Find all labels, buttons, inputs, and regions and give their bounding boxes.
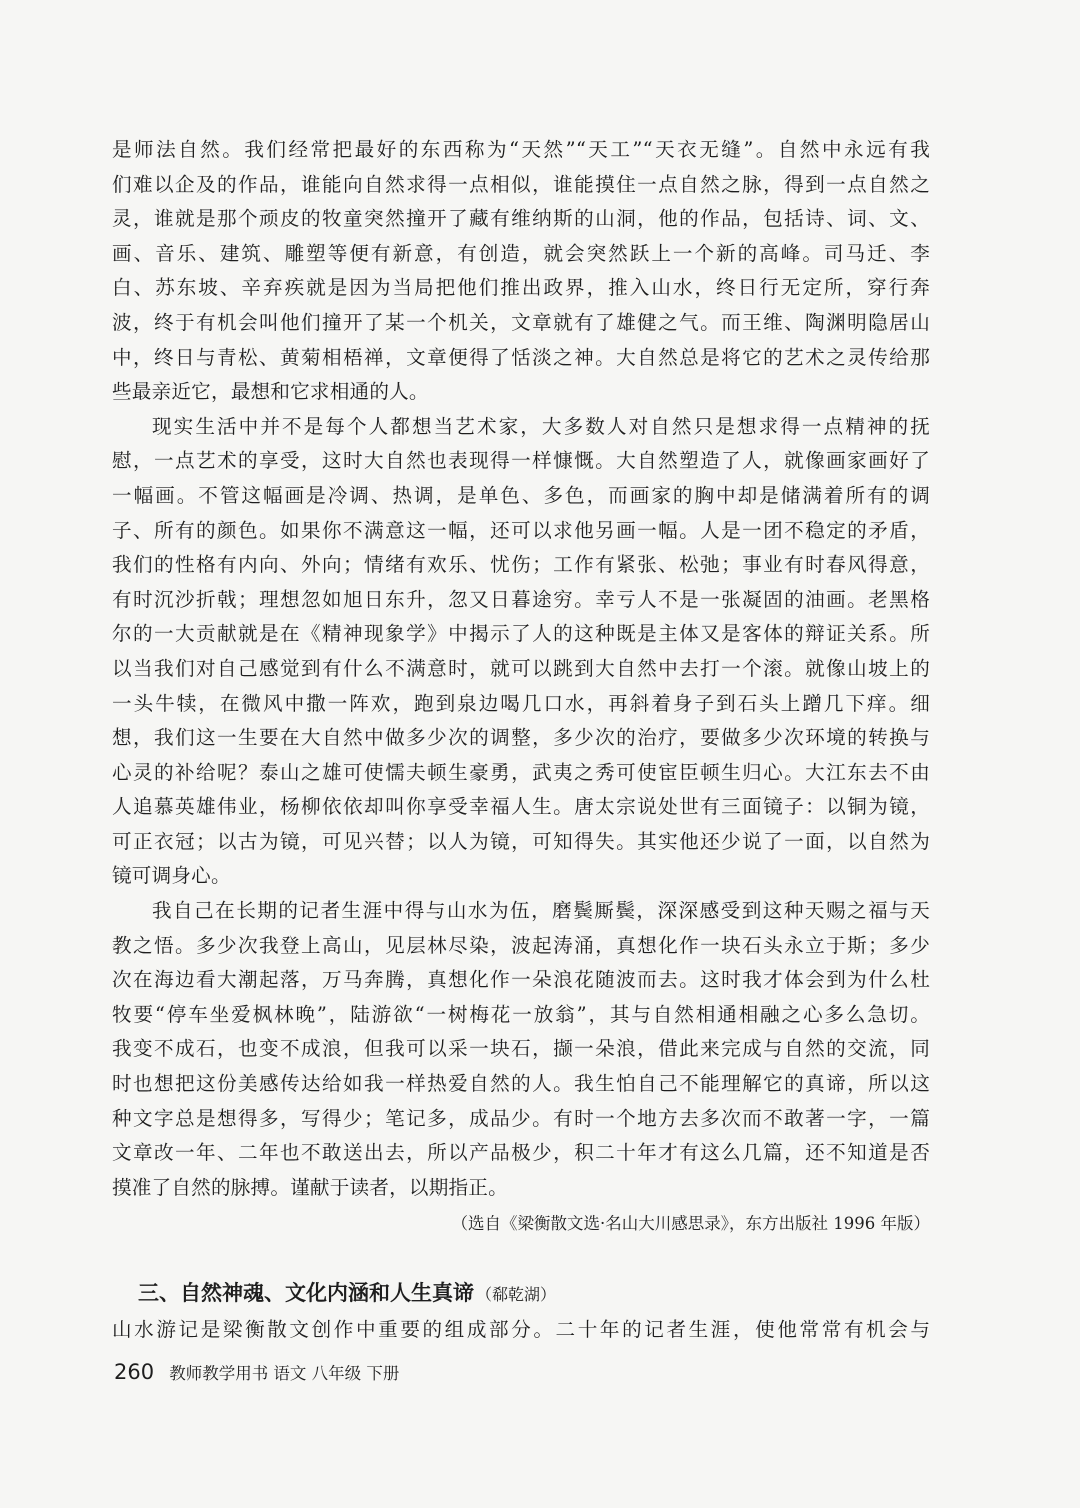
text-line: 慰，一点艺术的享受，这时大自然也表现得一样慷慨。大自然塑造了人，就像画家画好了 [112,449,930,473]
text-line: 白、苏东坡、辛弃疾就是因为当局把他们推出政界，推入山水，终日行无定所，穿行奔 [112,276,930,300]
text-line: 以当我们对自己感觉到有什么不满意时，就可以跳到大自然中去打一个滚。就像山坡上的 [112,656,930,680]
text-line: 人追慕英雄伟业，杨柳依依却叫你享受幸福人生。唐太宗说处世有三面镜子：以铜为镜， [112,795,930,819]
text-line: 一幅画。不管这幅画是冷调、热调，是单色、多色，而画家的胸中却是储满着所有的调 [112,483,930,507]
text-line: 种文字总是想得多，写得少；笔记多，成品少。有时一个地方去多次而不敢著一字，一篇 [112,1106,930,1130]
text-line: 教之悟。多少次我登上高山，见层林尽染，波起涛涌，真想化作一块石头永立于斯；多少 [112,933,930,957]
text-line: 可正衣冠；以古为镜，可见兴替；以人为镜，可知得失。其实他还少说了一面，以自然为 [112,829,930,853]
text-line: 中，终日与青松、黄菊相梧禅，文章便得了恬淡之神。大自然总是将它的艺术之灵传给那 [112,345,930,369]
text-line: 时也想把这份美感传达给如我一样热爱自然的人。我生怕自己不能理解它的真谛，所以这 [112,1072,930,1096]
text-line: 波，终于有机会叫他们撞开了某一个机关，文章就有了雄健之气。而王维、陶渊明隐居山 [112,310,930,334]
paragraph [112,133,930,410]
text-line: 次在海边看大潮起落，万马奔腾，真想化作一朵浪花随波而去。这时我才体会到为什么杜 [112,968,930,992]
text-line: 一头牛犊，在微风中撒一阵欢，跑到泉边喝几口水，再斜着身子到石头上蹭几下痒。细 [112,691,930,715]
text-line: 想，我们这一生要在大自然中做多少次的调整，多少次的治疗，要做多少次环境的转换与 [112,726,930,750]
section-heading [112,1273,930,1313]
text-line: 子、所有的颜色。如果你不满意这一幅，还可以求他另画一幅。人是一团不稳定的矛盾， [112,518,930,542]
text-line: 尔的一大贡献就是在《精神现象学》中揭示了人的这种既是主体又是客体的辩证关系。所 [112,622,930,646]
section-first-line: 山水游记是梁衡散文创作中重要的组成部分。二十年的记者生涯，使他常常有机会与 [112,1318,930,1342]
section-title: 三、自然神魂、文化内涵和人生真谛 [138,1281,474,1306]
text-line: 镜可调身心。 [112,864,231,888]
text-line: 画、音乐、建筑、雕塑等便有新意，有创造，就会突然跃上一个新的高峰。司马迁、李 [112,241,930,265]
section-author: （郗乾湖） [476,1285,557,1305]
text-line: 现实生活中并不是每个人都想当艺术家，大多数人对自然只是想求得一点精神的抚 [152,414,930,438]
text-line: 灵，谁就是那个顽皮的牧童突然撞开了藏有维纳斯的山洞，他的作品，包括诗、词、文、 [112,207,930,231]
page-number: 260 [114,1360,155,1384]
book-title: 教师教学用书 语文 八年级 下册 [169,1364,400,1383]
page-content [112,133,930,1347]
body-text [112,133,930,1205]
text-line: 摸准了自然的脉搏。谨献于读者，以期指正。 [112,1175,508,1199]
text-line: 我自己在长期的记者生涯中得与山水为伍，磨鬓厮鬓，深深感受到这种天赐之福与天 [152,899,930,923]
paragraph [112,410,930,894]
text-line: 们难以企及的作品，谁能向自然求得一点相似，谁能摸住一点自然之脉，得到一点自然之 [112,172,930,196]
citation: （选自《梁衡散文选·名山大川感思录》，东方出版社 1996 年版） [451,1214,930,1234]
text-line: 我们的性格有内向、外向；情绪有欢乐、忧伤；工作有紧张、松弛；事业有时春风得意， [112,553,930,577]
text-line: 有时沉沙折戟；理想忽如旭日东升，忽又日暮途穷。幸亏人不是一张凝固的油画。老黑格 [112,587,930,611]
text-line: 是师法自然。我们经常把最好的东西称为“天然”“天工”“天衣无缝”。自然中永远有我 [112,138,930,161]
text-line: 牧要“停车坐爱枫林晚”，陆游欲“一树梅花一放翁”，其与自然相通相融之心多么急切。 [112,1002,930,1026]
text-line: 心灵的补给呢？泰山之雄可使懦夫顿生豪勇，武夷之秀可使宦臣顿生归心。大江东去不由 [112,760,930,784]
page-footer [114,1358,399,1388]
text-line: 文章改一年、二年也不敢送出去，所以产品极少，积二十年才有这么几篇，还不知道是否 [112,1141,930,1165]
text-line: 些最亲近它，最想和它求相通的人。 [112,380,429,404]
text-line: 我变不成石，也变不成浪，但我可以采一块石，撷一朵浪，借此来完成与自然的交流，同 [112,1037,930,1061]
paragraph [112,894,930,1205]
